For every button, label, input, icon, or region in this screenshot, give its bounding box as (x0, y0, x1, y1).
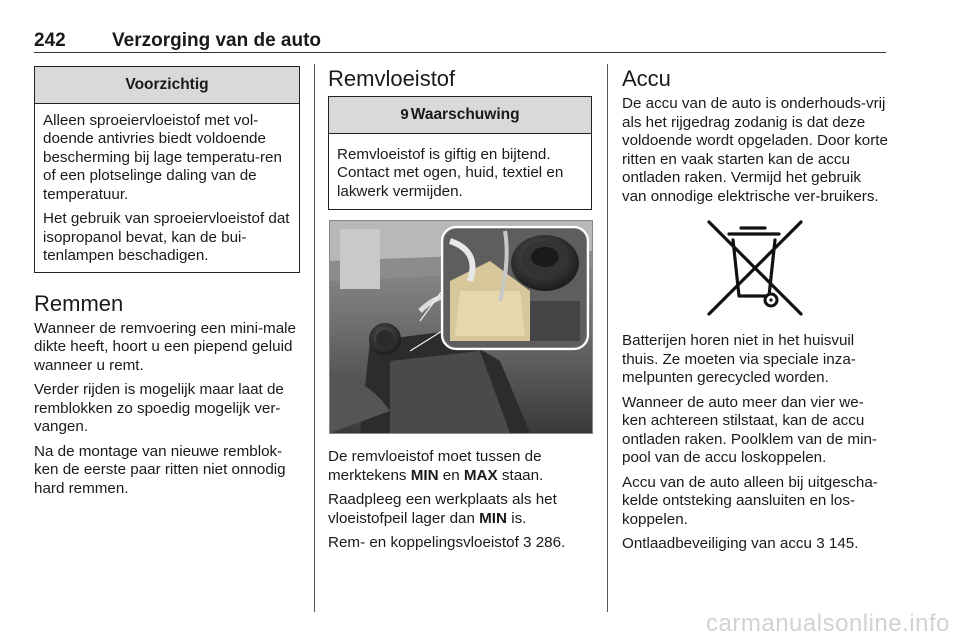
column-left (34, 66, 300, 504)
min-mark-2: MIN (479, 509, 507, 527)
battery-paragraph-4: Accu van de auto alleen bij uitgescha-kelde ontsteking aansluiten en los-koppelen. (622, 473, 878, 528)
warning-box (328, 96, 592, 210)
max-mark: MAX (463, 466, 498, 484)
brake-fluid-heading: Remvloeistof (328, 66, 456, 91)
brakes-paragraph-1: Wanneer de remvoering een mini-male dikte heeft, hoort u een piepend geluid wanneer u remt. (34, 319, 296, 374)
page-reference-arrow: 3 (816, 535, 825, 552)
battery-heading: Accu (622, 66, 671, 91)
brake-fluid-reservoir-photo (329, 220, 593, 434)
page-number: 242 (34, 30, 66, 51)
running-title: Verzorging van de auto (112, 30, 322, 51)
engine-bay-illustration (330, 221, 592, 433)
battery-paragraph-2: Batterijen horen niet in het huisvuil thuis. Ze moeten via speciale inza-melpunten gerecycled worden. (622, 332, 856, 386)
brake-fluid-paragraph-2: Raadpleeg een werkplaats als het vloeistofpeil lager dan MIN is. (328, 491, 557, 527)
brake-fluid-reference: Rem- en koppelingsvloeistof 3 286. (328, 534, 566, 551)
warning-title-row (329, 97, 591, 134)
page-header (34, 30, 886, 53)
brakes-paragraph-3: Na de montage van nieuwe remblok-ken de eerste paar ritten niet onnodig hard remmen. (34, 442, 286, 497)
brake-fluid-paragraph-1: De remvloeistof moet tussen de merktekens MIN en MAX staan. (328, 448, 544, 484)
brakes-paragraph-2: Verder rijden is mogelijk maar laat de remblokken zo spoedig mogelijk ver-vangen. (34, 381, 284, 435)
warning-triangle-icon: 9 (400, 106, 409, 123)
battery-paragraph-3: Wanneer de auto meer dan vier we-ken achtereen stilstaat, kan de accu ontladen raken. Poolklem van de min-pool van de accu loskoppelen. (622, 393, 877, 466)
watermark: carmanualsonline.info (706, 610, 950, 637)
battery-paragraph-1: De accu van de auto is onderhouds-vrij als het rijgedrag zodanig is dat deze voldoende wordt opgeladen. Door korte ritten en vaak starten kan de accu ontladen raken. Vermijd het gebruik van onnodige elektrische ver-bruikers. (622, 95, 888, 205)
column-right (622, 66, 888, 560)
battery-reference: Ontlaadbeveiliging van accu 3 145. (622, 535, 859, 552)
caution-title: Voorzichtig (35, 67, 299, 104)
column-divider-1 (314, 64, 315, 612)
crossed-out-bin-icon (703, 218, 807, 318)
brakes-heading: Remmen (34, 290, 124, 316)
warning-text: Remvloeistof is giftig en bijtend. Contact met ogen, huid, textiel en lakwerk vermijden. (337, 145, 564, 200)
caution-box (34, 66, 300, 273)
caution-paragraph-2: Het gebruik van sproeiervloeistof dat isopropanol bevat, kan de bui-tenlampen beschadigen. (43, 210, 290, 264)
caution-paragraph-1: Alleen sproeiervloeistof met vol-doende antivries biedt voldoende bescherming bij lage temperatu-ren of een plotselinge daling van de temperatuur. (43, 111, 282, 203)
warning-title: Waarschuwing (410, 106, 520, 123)
column-middle (328, 66, 592, 559)
page-reference-arrow: 3 (523, 534, 532, 551)
column-divider-2 (607, 64, 608, 612)
min-mark: MIN (410, 466, 439, 484)
